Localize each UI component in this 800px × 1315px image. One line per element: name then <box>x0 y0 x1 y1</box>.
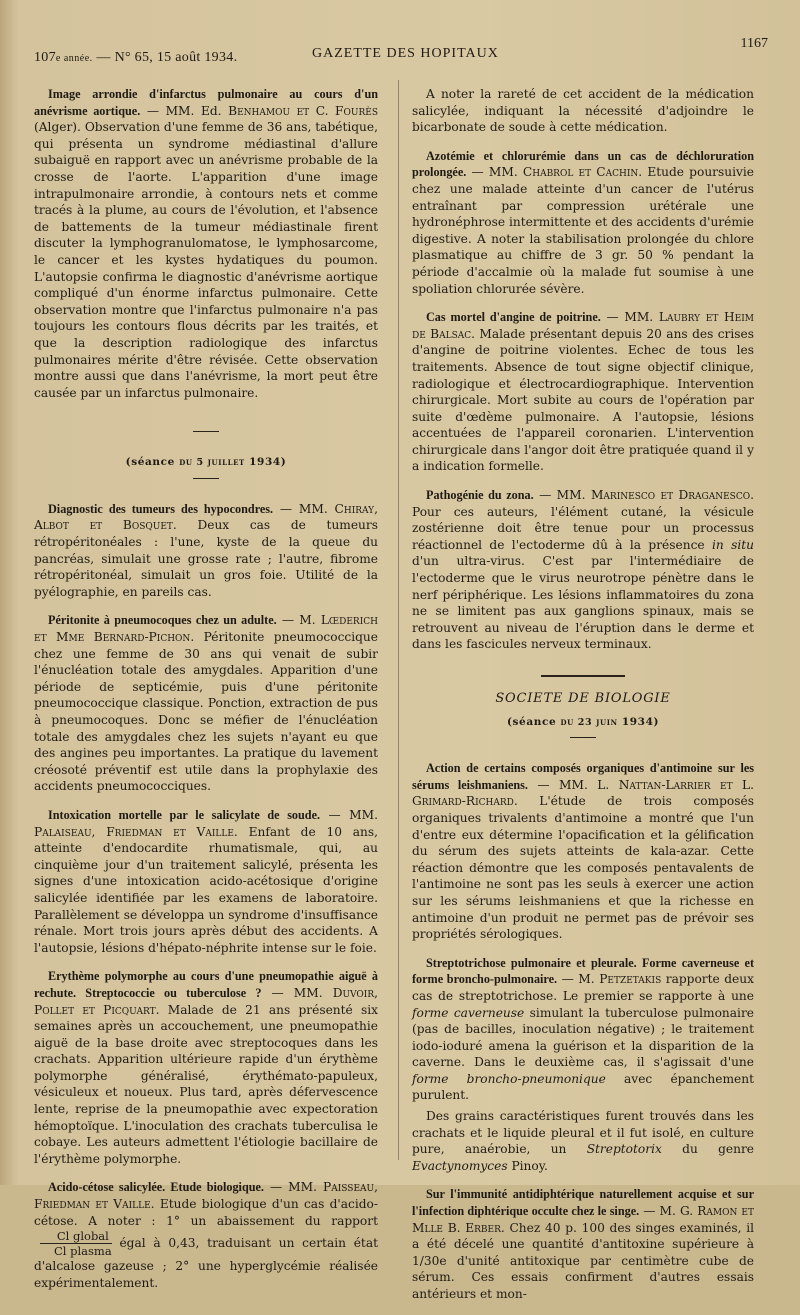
section-rule <box>193 431 219 432</box>
article-streptotrichose: Streptotrichose pulmonaire et pleurale. Forme caverneuse et forme broncho-pulmonaire. — M. Petzetakis rapporte deux cas de streptotrichose. Le premier se rapporte à une forme caverneuse simulant la tuberculose pulmonaire (pas de bacilles, inoculation négative) ; le traitement iodo-ioduré amena la guérison et la disparition de la caverne. Dans le deuxième cas, il s'agissait d'une forme broncho-pneumonique avec épanchement purulent. <box>412 955 754 1103</box>
article-zona: Pathogénie du zona. — MM. Marinesco et Draganesco. Pour ces auteurs, l'élément cutané, la vésicule zostérienne doit être tenue pour un processus réactionnel de l'ectoderme dû à la présence in situ d'un ultra-virus. C'est par l'intermédiaire de l'ectoderme que le virus neurotrope pénètre dans le nerf périphérique. Les lésions inflammatoires du zona ne se limitent pas aux ganglions spinaux, mais se retrouvent au niveau de l'éruption dans le derme et dans les fascicules nerveux terminaux. <box>412 488 754 652</box>
article-streptotrichose-paragraph-2: Des grains caractéristiques furent trouvés dans les crachats et le liquide pleural et il fut isolé, en culture pure, anaérobie, un Streptotorix du genre Evactynomyces Pinoy. <box>412 1109 754 1173</box>
article-infarctus: Image arrondie d'infarctus pulmonaire au cours d'un anévrisme aortique. — MM. Ed. Benhamou et C. Fourès (Alger). Observation d'une femme de 36 ans, tabétique, qui présenta un syndrome médiastinal d'allure subaiguë en rapport avec un anévrisme probable de la crosse de l'aorte. L'apparition d'une image intrapulmonaire arrondie, à contours nets et comme tracés à la plume, au cours de l'évolution, et l'absence de battements de la tumeur médiastinale firent discuter la lymphogranulomatose, le lymphosarcome, le cancer et les kystes hydatiques du poumon. L'autopsie confirma le diagnostic d'anévrisme aortique compliqué d'un énorme infarctus pulmonaire. Cette observation montre que l'infarctus pulmonaire n'a pas toujours les contours flous décrits par les traités, et que la description radiologique des infarctus pulmonaires mérite d'être révisée. Cette observation montre aussi que dans l'anévrisme, la mort peut être causée par un infarctus pulmonaire. <box>34 87 378 400</box>
article-acido-cetose: Acido-cétose salicylée. Etude biologique. — MM. Paisseau, Friedman et Vaille. Etude biologique d'un cas d'acido-cétose. A noter : 1° un abaissement du rapport $\frac{\text{Cl global}}{\text{Cl plasma}}$ égal à 0,43, traduisant un certain état d'alcalose gazeuse ; 2° une hyperglycémie réalisée expérimentalement. <box>34 1180 378 1290</box>
journal-title: GAZETTE DES HOPITAUX <box>312 46 499 61</box>
section-rule <box>570 737 596 738</box>
issue-info: 107e année. — N° 65, 15 août 1934. <box>34 50 238 65</box>
section-rule <box>193 478 219 479</box>
article-angine: Cas mortel d'angine de poitrine. — MM. Laubry et Heim de Balsac. Malade présentant depuis 20 ans des crises d'angine de poitrine violentes. Echec de tous les traitements. Absence de tout signe objectif clinique, radiologique et électrocardiographique. Intervention chirurgicale. Mort subite au cours de l'opération par suite d'œdème pulmonaire. A l'autopsie, lésions accentuées de l'appareil coronarien. L'intervention chirurgicale dans l'angor doit être pratiquée quand il y a indication formelle. <box>412 310 754 474</box>
article-azotemie: Azotémie et chlorurémie dans un cas de déchloruration prolongée. — MM. Chabrol et Cachin. Etude poursuivie chez une malade atteinte d'un cancer de l'utérus entraînant par compression urétérale une hydronéphrose intermittente et des accidents d'urémie digestive. A noter la stabilisation prolongée du chlore plasmatique au chiffre de 3 gr. 50 % pendant la période d'accalmie où la malade fut soumise à une spoliation chlorurée sévère. <box>412 148 754 296</box>
right-column <box>412 86 754 1315</box>
society-rule <box>541 675 625 677</box>
article-acido-cetose-continued: A noter la rareté de cet accident de la médication salicylée, indiquant la nécessité d'adjoindre le bicarbonate de soude à cette médication. <box>412 87 754 135</box>
article-erytheme: Erythème polymorphe au cours d'une pneumopathie aiguë à rechute. Streptococcie ou tuberculose ? — MM. Duvoir, Pollet et Picquart. Malade de 21 ans présenté six semaines après un accouchement, une pneumopathie aiguë de la base droite avec streptocoques dans les crachats. Apparition ultérieure rapide d'un érythème polymorphe généralisé, érythémato-papuleux, vésiculeux et noueux. Plus tard, après défervescence lente, reprise de la pneumopathie avec expectoration hémoptoïque. L'inoculation des crachats tuberculisa le cobaye. Les auteurs admettent l'étiologie bacillaire de l'érythème polymorphe. <box>34 969 379 1166</box>
article-hypocondres: Diagnostic des tumeurs des hypocondres. — MM. Chiray, Albot et Bosquet. Deux cas de tumeurs rétropéritonéales : l'une, kyste de la queue du pancréas, simulait une grosse rate ; l'autre, fibrome rétropéritonéal, simulait un gros foie. Utilité de la pyélographie, en pareils cas. <box>34 501 378 599</box>
article-antimoine: Action de certains composés organiques d'antimoine sur les sérums leishmaniens. — MM. L. Nattan-Larrier et L. Grimard-Richard. L'étude de trois composés organiques trivalents d'antimoine a montré que l'un d'entre eux détermine l'opacification et la gélification du sérum des sujets atteints de kala-azar. Cette réaction démontre que les composés pentavalents de l'antimoine ne sont pas les seuls à exercer une action sur les sérums leishmaniens et que la richesse en antimoine d'un produit ne permet pas de prévoir ses propriétés sérologiques. <box>412 761 754 942</box>
chlore-ratio-fraction: $\frac{\text{Cl global}}{\text{Cl plasma}}$ <box>40 1229 112 1258</box>
article-immunite-diphterique: Sur l'immunité antidiphtérique naturellement acquise et sur l'infection diphtérique occulte chez le singe. — M. G. Ramon et Mlle B. Erber. Chez 40 p. 100 des singes examinés, il a été décelé une quantité d'antitoxine supérieure à 1/30e d'unité antitoxique par centimètre cube de sérum. Ces essais confirment d'autres essais antérieurs et mon- <box>412 1187 755 1301</box>
seance-heading: (séance du 23 juin 1934) <box>506 715 660 728</box>
left-column <box>34 86 378 1303</box>
page-header <box>34 36 770 76</box>
seance-heading: (séance du 5 juillet 1934) <box>125 456 287 469</box>
page-number: 1167 <box>740 36 768 51</box>
article-intoxication: Intoxication mortelle par le salicylate de soude. — MM. Palaiseau, Friedman et Vaille. Enfant de 10 ans, atteinte d'endocardite rhumatismale, qui, au cinquième jour d'un traitement salicylé, présenta les signes d'une intoxication acido-acétosique d'origine salicylée identifiée par les examens de laboratoire. Parallèlement se développa un syndrome d'insuffisance rénale. Mort trois jours après début des accidents. A l'autopsie, lésions d'hépato-néphrite intense sur le foie. <box>34 807 378 955</box>
society-heading: SOCIETE DE BIOLOGIE <box>495 691 671 706</box>
column-divider <box>398 80 399 1160</box>
article-peritonite: Péritonite à pneumocoques chez un adulte. — M. Lœderich et Mme Bernard-Pichon. Péritonite pneumococcique chez une femme de 30 ans qui venait de subir l'énucléation totale des amygdales. Apparition d'une période de septicémie, puis d'une péritonite pneumococcique classique. Ponction, extraction de pus à pneumocoques. Donc se méfier de l'énucléation totale des amygdales chez les sujets n'ayant eu que des angines peu importantes. La pratique du lavement créosoté préventif est utile dans la prophylaxie des accidents pneumococciques. <box>34 613 378 794</box>
